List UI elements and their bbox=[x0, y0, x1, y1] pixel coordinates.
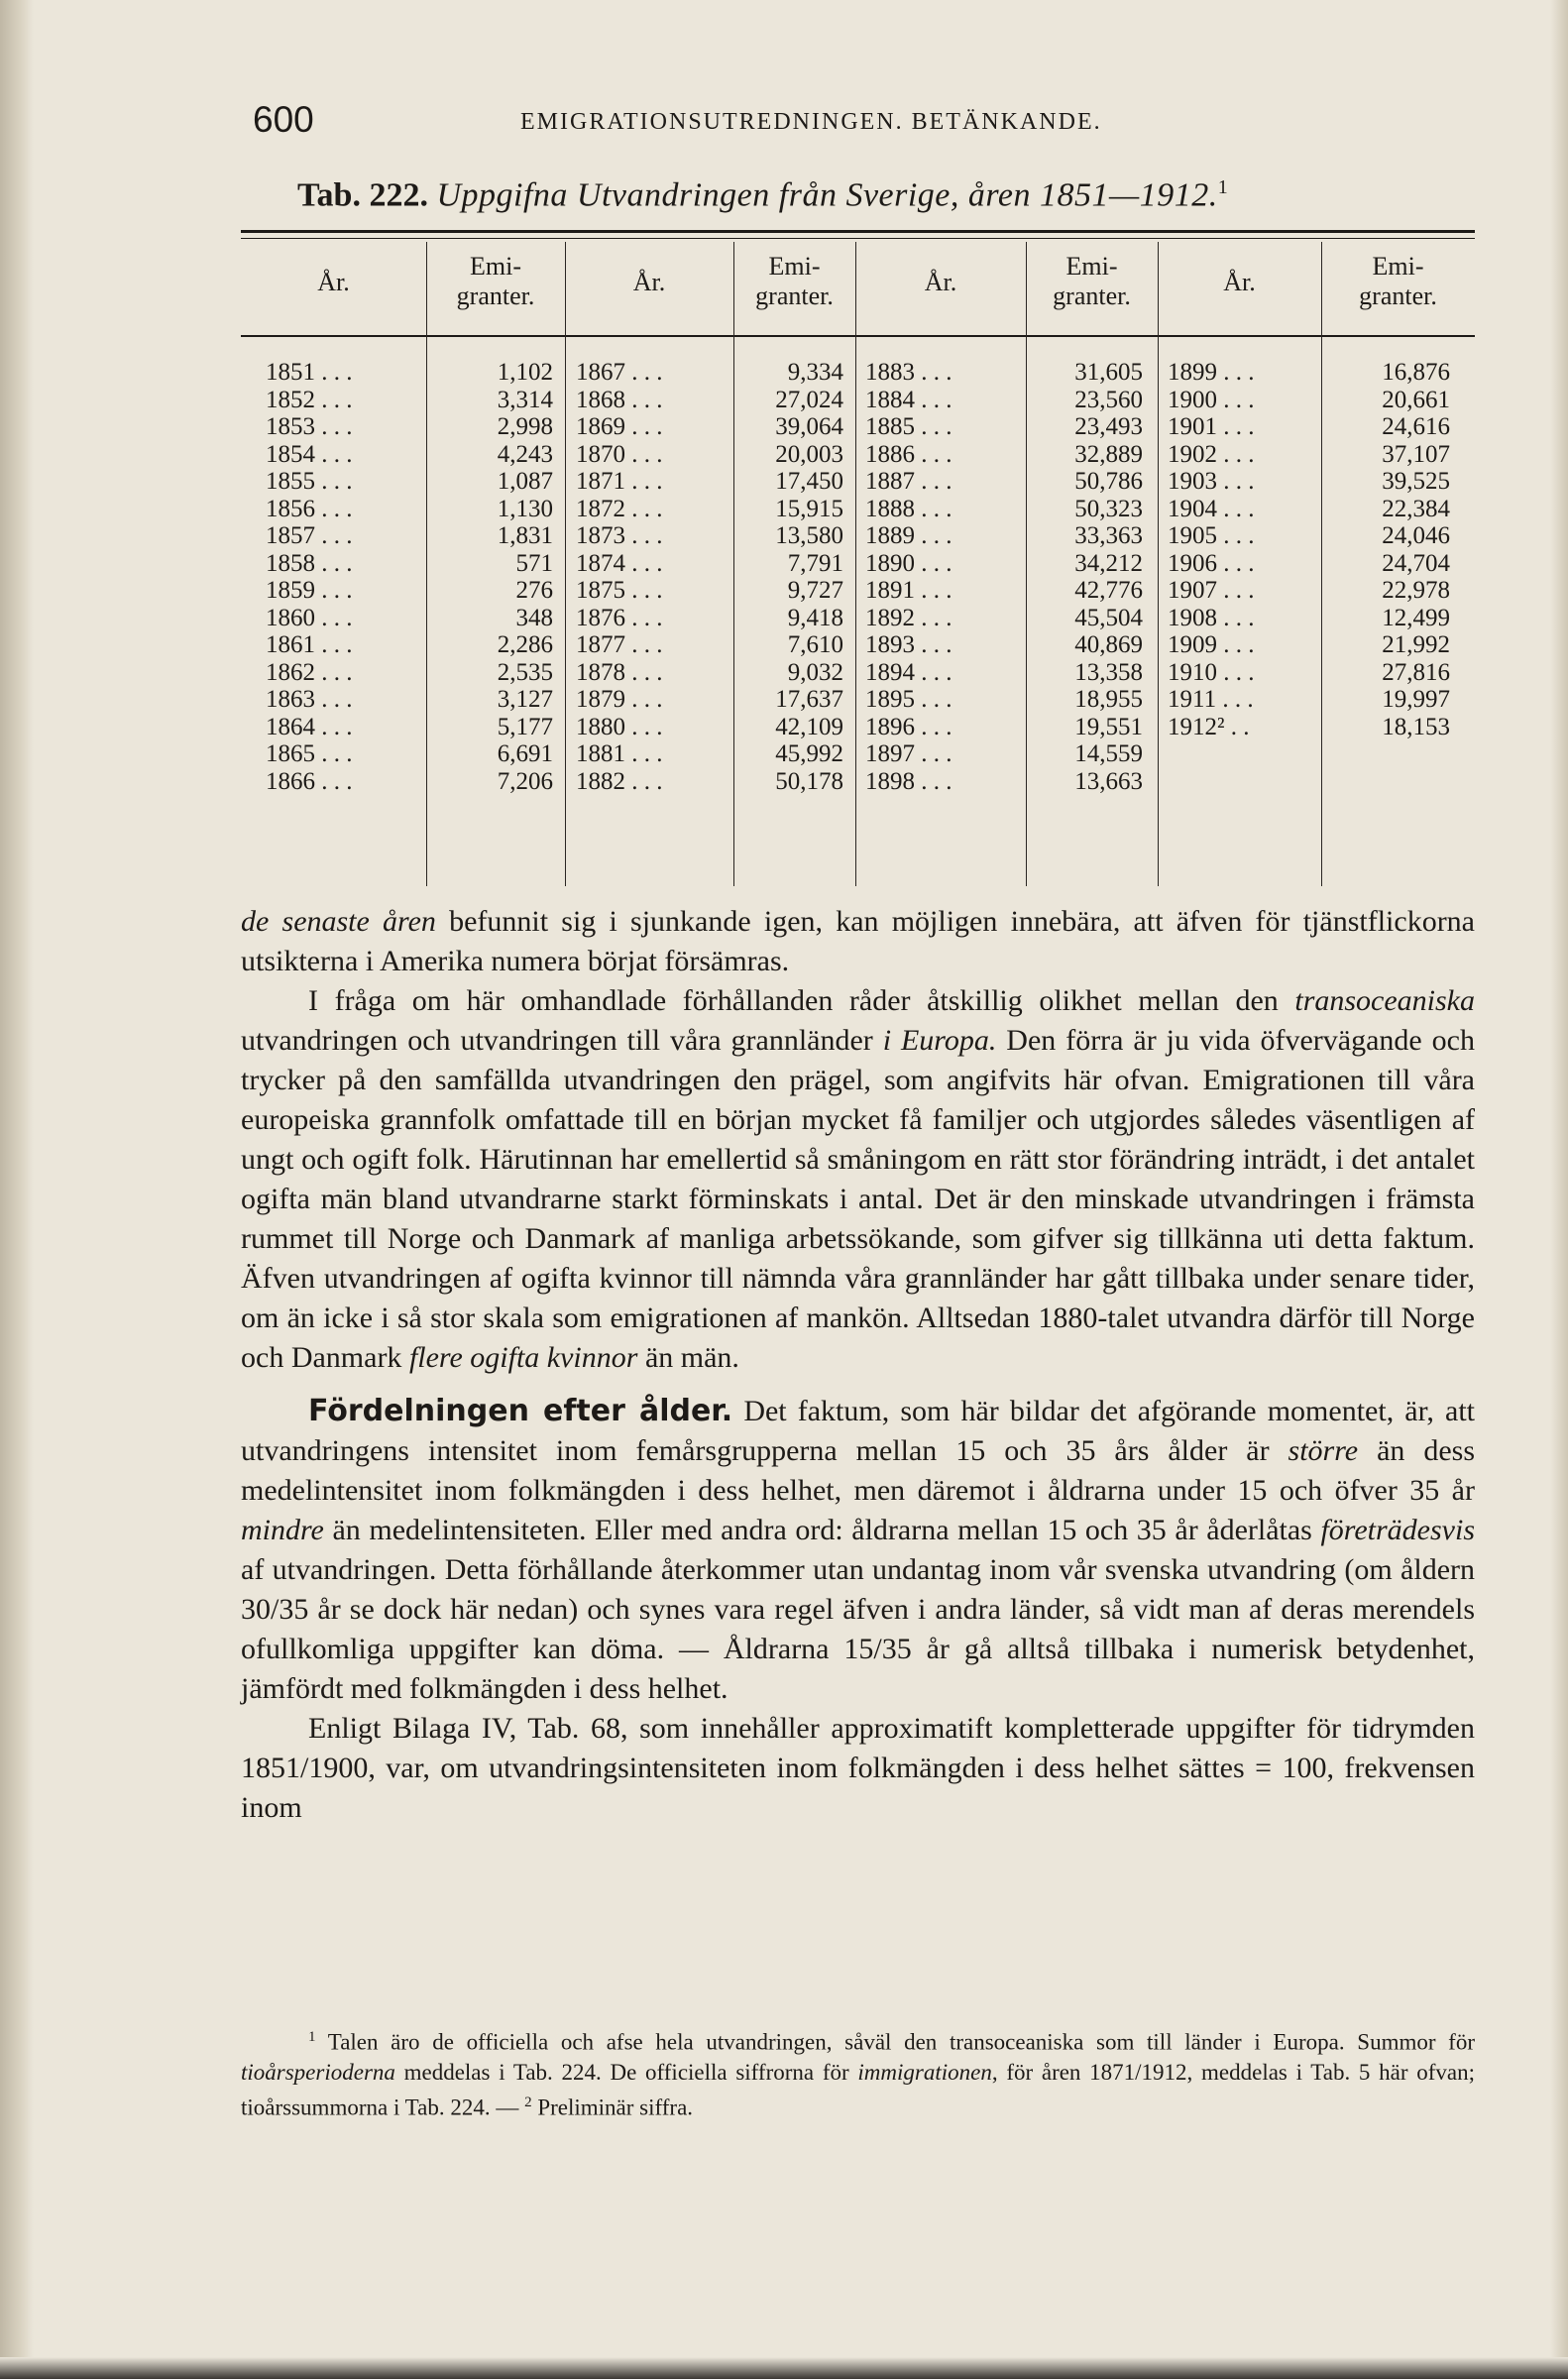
footnote-mark: 2 bbox=[524, 2094, 532, 2110]
emigrants-cell: 15,915 bbox=[775, 495, 843, 522]
year-cell: 1878 . . . bbox=[576, 658, 663, 686]
emigrants-cell: 23,560 bbox=[1074, 386, 1143, 413]
emigrants-cell: 24,046 bbox=[1382, 522, 1450, 549]
emigrants-cell: 571 bbox=[515, 549, 553, 577]
italic-phrase: immigrationen bbox=[857, 2059, 992, 2085]
year-cell: 1881 . . . bbox=[576, 740, 663, 767]
emigrants-cell: 9,032 bbox=[787, 658, 843, 686]
paragraph bbox=[241, 902, 1475, 981]
page-edge-right bbox=[1550, 0, 1568, 2379]
header-year: År. bbox=[1223, 268, 1256, 296]
emigrants-cell: 39,064 bbox=[775, 413, 843, 440]
year-cell: 1855 . . . bbox=[266, 468, 353, 495]
emigrants-cell: 33,363 bbox=[1074, 522, 1143, 549]
header-emigrants-line2: granter. bbox=[755, 282, 834, 310]
page-number: 600 bbox=[253, 99, 314, 140]
emigrants-cell: 20,003 bbox=[775, 440, 843, 468]
year-cell: 1889 . . . bbox=[865, 522, 952, 549]
year-cell: 1880 . . . bbox=[576, 713, 663, 740]
year-column-2 bbox=[576, 359, 729, 795]
emigrants-cell: 7,610 bbox=[787, 631, 843, 658]
text-run: utvandringen och utvandringen till våra grannländer bbox=[241, 1024, 883, 1057]
emigrants-cell: 1,831 bbox=[497, 522, 553, 549]
year-cell: 1857 . . . bbox=[266, 522, 353, 549]
emigrants-column-1 bbox=[429, 359, 553, 795]
column-divider bbox=[1158, 242, 1159, 886]
year-cell: 1898 . . . bbox=[865, 767, 952, 795]
emigration-table bbox=[241, 230, 1475, 892]
running-head bbox=[253, 99, 1472, 149]
page-bottom-edge bbox=[0, 2357, 1568, 2379]
header-emigrants-line1: Emi- bbox=[470, 252, 521, 281]
year-column-1 bbox=[266, 359, 424, 795]
emigrants-cell: 19,551 bbox=[1074, 713, 1143, 740]
italic-phrase: tioårsperioderna bbox=[241, 2059, 395, 2085]
emigrants-cell: 42,109 bbox=[775, 713, 843, 740]
header-emigrants bbox=[426, 252, 565, 311]
emigrants-cell: 18,153 bbox=[1382, 713, 1450, 740]
emigrants-cell: 24,704 bbox=[1382, 549, 1450, 577]
emigrants-column-2 bbox=[736, 359, 843, 795]
emigrants-cell: 27,816 bbox=[1382, 658, 1450, 686]
year-cell: 1903 . . . bbox=[1168, 468, 1255, 495]
emigrants-cell: 42,776 bbox=[1074, 577, 1143, 604]
year-cell: 1871 . . . bbox=[576, 468, 663, 495]
text-run: än medelintensiteten. Eller med andra ord: åldrarna mellan 15 och 35 år åderlåtas bbox=[323, 1514, 1321, 1546]
emigrants-cell: 16,876 bbox=[1382, 359, 1450, 386]
text-run: Den förra är ju vida öfvervägande och trycker på den samfällda utvandringen den prägel, som angifvits här ofvan. Emigrationen till våra europeiska grannfolk omfattade till en början mycket få familjer och utgjordes således väsentligen af ungt och ogift folk. Härutinnan har emellertid så småningom en rätt stor förändring inträdt, i det antalet ogifta män bland utvandrarne starkt förminskats i antal. Det är den minskade utvandringen i främsta rummet till Norge och Danmark af manliga arbetssökande, som gifver sig tillkänna uti detta faktum. Äfven utvandringen af ogifta kvinnor till nämnda våra grannländer har gått tillbaka under senare tider, om än icke i så stor skala som emigrationen af mankön. Alltsedan 1880-talet utvandra därför till Norge och Danmark bbox=[241, 1024, 1475, 1374]
column-divider bbox=[565, 242, 566, 886]
emigrants-cell: 50,323 bbox=[1074, 495, 1143, 522]
year-cell: 1864 . . . bbox=[266, 713, 353, 740]
emigrants-cell: 9,334 bbox=[787, 359, 843, 386]
emigrants-cell: 24,616 bbox=[1382, 413, 1450, 440]
table-footnote-ref: 1 bbox=[1217, 176, 1228, 198]
table-top-rule bbox=[241, 230, 1475, 233]
emigrants-cell: 22,384 bbox=[1382, 495, 1450, 522]
year-cell: 1904 . . . bbox=[1168, 495, 1255, 522]
year-cell: 1905 . . . bbox=[1168, 522, 1255, 549]
year-cell: 1859 . . . bbox=[266, 577, 353, 604]
column-divider bbox=[1321, 242, 1322, 886]
header-emigrants-line2: granter. bbox=[1053, 282, 1131, 310]
emigrants-cell: 12,499 bbox=[1382, 604, 1450, 631]
emigrants-cell: 18,955 bbox=[1074, 686, 1143, 713]
paragraph bbox=[241, 981, 1475, 1378]
text-run: Talen äro de officiella och afse hela utvandringen, såväl den transoceaniska som till länder i Europa. Summor för bbox=[315, 2029, 1475, 2055]
emigrants-cell: 19,997 bbox=[1382, 686, 1450, 713]
text-run: befunnit sig i sjunkande igen, kan möjligen innebära, att äfven för tjänstflickorna utsikterna i Amerika numera börjat försämras. bbox=[241, 905, 1475, 977]
text-run: af utvandringen. Detta förhållande återkommer utan undantag inom vår svenska utvandring (om åldern 30/35 år se dock här nedan) och synes vara regel äfven i andra länder, så vidt man af deras merendels ofullkomliga uppgifter kan döma. — Åldrarna 15/35 år gå alltså tillbaka i numerisk betydenhet, jämfördt med folkmängden i dess helhet. bbox=[241, 1553, 1475, 1705]
year-cell: 1860 . . . bbox=[266, 604, 353, 631]
emigrants-cell: 50,786 bbox=[1074, 468, 1143, 495]
year-cell: 1854 . . . bbox=[266, 440, 353, 468]
emigrants-cell: 17,637 bbox=[775, 686, 843, 713]
text-run: Det faktum, som här bildar det afgörande momentet, är, att utvandringens intensitet inom femårsgrupperna mellan 15 och 35 års ålder är bbox=[241, 1395, 1475, 1467]
year-cell: 1866 . . . bbox=[266, 767, 353, 795]
year-cell: 1852 . . . bbox=[266, 386, 353, 413]
emigrants-cell: 14,559 bbox=[1074, 740, 1143, 767]
year-cell: 1906 . . . bbox=[1168, 549, 1255, 577]
year-cell: 1874 . . . bbox=[576, 549, 663, 577]
year-cell: 1887 . . . bbox=[865, 468, 952, 495]
footnote bbox=[241, 2022, 1475, 2122]
italic-phrase: större bbox=[1288, 1434, 1359, 1467]
year-cell: 1886 . . . bbox=[865, 440, 952, 468]
year-cell: 1856 . . . bbox=[266, 495, 353, 522]
column-divider bbox=[426, 242, 427, 886]
text-run: än män. bbox=[637, 1341, 739, 1374]
year-cell: 1891 . . . bbox=[865, 577, 952, 604]
paragraph bbox=[241, 1392, 1475, 1709]
emigrants-cell: 45,992 bbox=[775, 740, 843, 767]
year-cell: 1853 . . . bbox=[266, 413, 353, 440]
italic-phrase: mindre bbox=[241, 1514, 324, 1546]
emigrants-cell: 4,243 bbox=[497, 440, 553, 468]
emigrants-cell: 32,889 bbox=[1074, 440, 1143, 468]
body-text bbox=[241, 902, 1475, 1828]
italic-phrase: de senaste åren bbox=[241, 905, 436, 938]
year-cell: 1884 . . . bbox=[865, 386, 952, 413]
footnote-mark: 1 bbox=[308, 2029, 316, 2045]
emigrants-cell: 3,127 bbox=[497, 686, 553, 713]
emigrants-cell: 6,691 bbox=[497, 740, 553, 767]
year-cell: 1909 . . . bbox=[1168, 631, 1255, 658]
emigrants-cell: 2,535 bbox=[497, 658, 553, 686]
emigrants-cell: 17,450 bbox=[775, 468, 843, 495]
year-cell: 1890 . . . bbox=[865, 549, 952, 577]
year-cell: 1879 . . . bbox=[576, 686, 663, 713]
italic-phrase: företrädesvis bbox=[1320, 1514, 1475, 1546]
emigrants-cell: 23,493 bbox=[1074, 413, 1143, 440]
year-cell: 1867 . . . bbox=[576, 359, 663, 386]
year-cell: 1862 . . . bbox=[266, 658, 353, 686]
emigrants-cell: 1,130 bbox=[497, 495, 553, 522]
emigrants-cell: 45,504 bbox=[1074, 604, 1143, 631]
column-divider bbox=[1026, 242, 1027, 886]
italic-phrase: transoceaniska bbox=[1294, 984, 1475, 1017]
year-cell: 1882 . . . bbox=[576, 767, 663, 795]
year-cell: 1908 . . . bbox=[1168, 604, 1255, 631]
text-run: Preliminär siffra. bbox=[531, 2095, 694, 2120]
year-cell: 1893 . . . bbox=[865, 631, 952, 658]
text-run: , för åren 1871/1912, meddelas i Tab. 5 här ofvan; tioårssummorna i Tab. 224. — bbox=[241, 2059, 1475, 2120]
year-cell: 1900 . . . bbox=[1168, 386, 1255, 413]
year-cell: 1870 . . . bbox=[576, 440, 663, 468]
table-title: Uppgifna Utvandringen från Sverige, åren 1851—1912. bbox=[436, 176, 1218, 214]
table-caption bbox=[297, 176, 1228, 214]
emigrants-cell: 1,102 bbox=[497, 359, 553, 386]
header-year: År. bbox=[924, 268, 957, 296]
year-cell: 1894 . . . bbox=[865, 658, 952, 686]
text-run: meddelas i Tab. 224. De officiella siffrorna för bbox=[394, 2059, 858, 2085]
year-cell: 1911 . . . bbox=[1168, 686, 1254, 713]
year-cell: 1888 . . . bbox=[865, 495, 952, 522]
emigrants-cell: 7,206 bbox=[497, 767, 553, 795]
header-emigrants bbox=[733, 252, 855, 311]
emigrants-cell: 5,177 bbox=[497, 713, 553, 740]
year-cell: 1901 . . . bbox=[1168, 413, 1255, 440]
year-cell: 1896 . . . bbox=[865, 713, 952, 740]
emigrants-cell: 13,358 bbox=[1074, 658, 1143, 686]
emigrants-cell: 27,024 bbox=[775, 386, 843, 413]
emigrants-column-4 bbox=[1326, 359, 1450, 740]
year-cell: 1902 . . . bbox=[1168, 440, 1255, 468]
year-cell: 1863 . . . bbox=[266, 686, 353, 713]
emigrants-cell: 39,525 bbox=[1382, 468, 1450, 495]
year-cell: 1910 . . . bbox=[1168, 658, 1255, 686]
year-cell: 1858 . . . bbox=[266, 549, 353, 577]
emigrants-cell: 2,286 bbox=[497, 631, 553, 658]
header-emigrants-line1: Emi- bbox=[768, 252, 821, 281]
emigrants-cell: 13,580 bbox=[775, 522, 843, 549]
emigrants-cell: 13,663 bbox=[1074, 767, 1143, 795]
emigrants-cell: 348 bbox=[515, 604, 553, 631]
running-title: EMIGRATIONSUTREDNINGEN. BETÄNKANDE. bbox=[520, 109, 1102, 135]
year-cell: 1869 . . . bbox=[576, 413, 663, 440]
text-run: I fråga om här omhandlade förhållanden råder åtskillig olikhet mellan den bbox=[308, 984, 1295, 1017]
year-cell: 1907 . . . bbox=[1168, 577, 1255, 604]
year-column-4 bbox=[1168, 359, 1316, 740]
year-cell: 1865 . . . bbox=[266, 740, 353, 767]
paragraph: Enligt Bilaga IV, Tab. 68, som innehåller approximatift kompletterade uppgifter för tidrymden 1851/1900, var, om utvandringsintensiteten inom folkmängden i dess helhet sättes = 100, frekvensen inom bbox=[241, 1712, 1475, 1824]
header-emigrants-line1: Emi- bbox=[1372, 252, 1424, 281]
year-cell: 1895 . . . bbox=[865, 686, 952, 713]
emigrants-cell: 2,998 bbox=[497, 413, 553, 440]
text-run: än dess medelintensitet inom folkmängden i dess helhet, men däremot i åldrarna under 15 och öfver 35 år bbox=[241, 1434, 1475, 1507]
emigrants-cell: 20,661 bbox=[1382, 386, 1450, 413]
emigrants-cell: 7,791 bbox=[787, 549, 843, 577]
year-cell: 1892 . . . bbox=[865, 604, 952, 631]
emigrants-cell: 37,107 bbox=[1382, 440, 1450, 468]
header-year: År. bbox=[632, 268, 666, 296]
table-top-rule-thin bbox=[241, 238, 1475, 239]
year-cell: 1872 . . . bbox=[576, 495, 663, 522]
year-cell: 1912² . . bbox=[1168, 713, 1250, 740]
year-cell: 1883 . . . bbox=[865, 359, 952, 386]
section-heading: Fördelningen efter ålder. bbox=[308, 1394, 733, 1428]
year-cell: 1868 . . . bbox=[576, 386, 663, 413]
header-emigrants bbox=[1321, 252, 1475, 311]
header-emigrants-line2: granter. bbox=[456, 282, 535, 310]
page-edge-left bbox=[0, 0, 34, 2379]
emigrants-cell: 276 bbox=[515, 577, 553, 604]
year-cell: 1897 . . . bbox=[865, 740, 952, 767]
header-year: År. bbox=[317, 268, 350, 296]
emigrants-cell: 22,978 bbox=[1382, 577, 1450, 604]
emigrants-cell: 3,314 bbox=[497, 386, 553, 413]
year-cell: 1885 . . . bbox=[865, 413, 952, 440]
emigrants-cell: 9,727 bbox=[787, 577, 843, 604]
year-cell: 1877 . . . bbox=[576, 631, 663, 658]
footnotes bbox=[241, 2022, 1475, 2122]
emigrants-cell: 21,992 bbox=[1382, 631, 1450, 658]
header-emigrants-line2: granter. bbox=[1359, 282, 1437, 310]
table-label: Tab. 222. bbox=[297, 176, 428, 214]
header-emigrants bbox=[1026, 252, 1158, 311]
year-cell: 1873 . . . bbox=[576, 522, 663, 549]
column-divider bbox=[855, 242, 856, 886]
year-cell: 1851 . . . bbox=[266, 359, 353, 386]
emigrants-cell: 31,605 bbox=[1074, 359, 1143, 386]
year-column-3 bbox=[865, 359, 1022, 795]
year-cell: 1876 . . . bbox=[576, 604, 663, 631]
year-cell: 1861 . . . bbox=[266, 631, 353, 658]
emigrants-cell: 40,869 bbox=[1074, 631, 1143, 658]
emigrants-cell: 1,087 bbox=[497, 468, 553, 495]
emigrants-column-3 bbox=[1029, 359, 1143, 795]
emigrants-cell: 9,418 bbox=[787, 604, 843, 631]
italic-phrase: flere ogifta kvinnor bbox=[408, 1341, 638, 1374]
year-cell: 1875 . . . bbox=[576, 577, 663, 604]
column-divider bbox=[733, 242, 734, 886]
italic-phrase: i Europa. bbox=[882, 1024, 997, 1057]
emigrants-cell: 34,212 bbox=[1074, 549, 1143, 577]
year-cell: 1899 . . . bbox=[1168, 359, 1255, 386]
header-emigrants-line1: Emi- bbox=[1065, 252, 1118, 281]
emigrants-cell: 50,178 bbox=[775, 767, 843, 795]
